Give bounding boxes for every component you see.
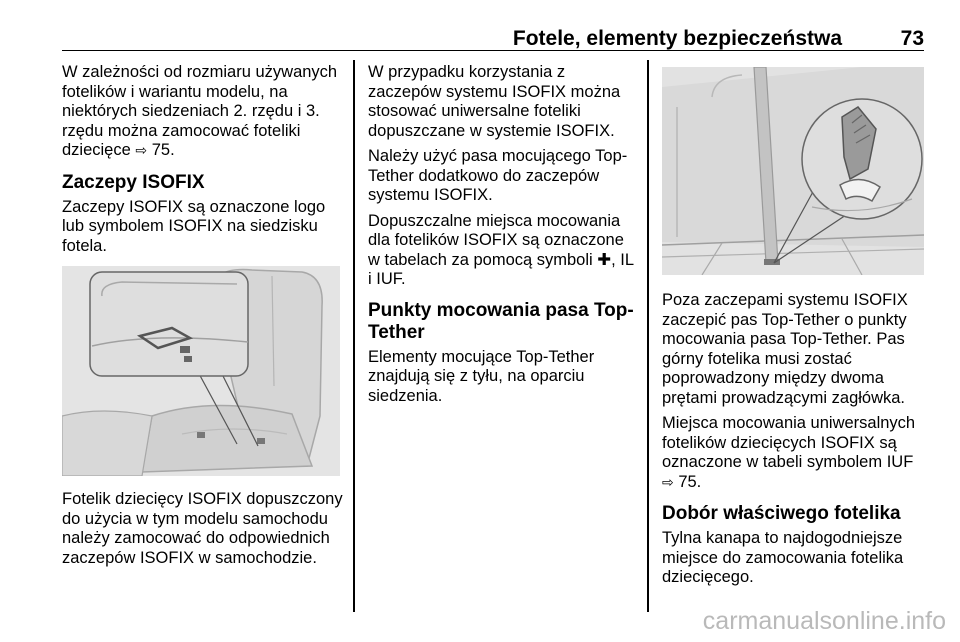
plus-symbol-icon: ✚: [597, 250, 612, 269]
isofix-paragraph: Zaczepy ISOFIX są oznaczone logo lub symbolem ISOFIX na siedzisku fotela.: [62, 197, 326, 255]
top-tether-paragraph: Należy użyć pasa mocującego Top-Tether dodatkowo do zaczepów systemu ISOFIX.: [368, 147, 628, 204]
page-reference-arrow-icon: ⇨: [662, 474, 674, 491]
column-middle: [368, 63, 638, 412]
universal-seats-paragraph: W przypadku korzystania z zaczepów systemu ISOFIX można stosować uniwersalne foteliki dopuszczane w systemie ISOFIX.: [368, 63, 621, 140]
column-divider: [353, 60, 355, 612]
figure-caption: Fotelik dziecięcy ISOFIX dopuszczony do użycia w tym modelu samochodu należy zamocować do odpowiednich zaczepów ISOFIX w samochodzie.: [62, 490, 343, 567]
watermark: carmanualsonline.info: [702, 607, 946, 635]
top-tether-location-paragraph: Elementy mocujące Top-Tether znajdują się z tyłu, na oparciu siedzenia.: [368, 347, 595, 405]
isofix-seat-illustration: [62, 266, 340, 476]
section-heading-isofix: Zaczepy ISOFIX: [62, 171, 205, 193]
mounting-positions-paragraph: Dopuszczalne miejsca mocowania dla fotelików ISOFIX są oznaczone w tabelach za pomocą symboli ✚, IL i IUF.: [368, 211, 634, 288]
intro-paragraph: W zależności od rozmiaru używanych fotelików i wariantu modelu, na niektórych siedzeniach 2. rzędu i 3. rzędu można zamocować foteliki dziecięce ⇨ 75.: [62, 63, 338, 159]
page-reference-arrow-icon: ⇨: [135, 143, 148, 159]
iuf-paragraph: Miejsca mocowania uniwersalnych fotelików dziecięcych ISOFIX są oznaczone w tabeli symbolem IUF ⇨ 75.: [662, 414, 916, 491]
page-title: Fotele, elementy bezpieczeństwa: [512, 27, 842, 50]
tether-routing-paragraph: Poza zaczepami systemu ISOFIX zaczepić pas Top-Tether o punkty mocowania pasa Top-Tether. Pas górny fotelika musi zostać poprowadzony między dwoma prętami prowadzącymi zagłówka.: [662, 291, 908, 407]
page-reference-link[interactable]: 75.: [678, 472, 702, 491]
section-heading-seat-selection: Dobór właściwego fotelika: [662, 503, 901, 524]
column-right: [662, 67, 926, 594]
top-tether-illustration: [662, 67, 924, 275]
rear-bench-paragraph: Tylna kanapa to najdogodniejsze miejsce do zamocowania fotelika dziecięcego.: [662, 529, 904, 586]
page-number: 73: [900, 27, 924, 50]
page-reference-link[interactable]: 75.: [151, 141, 175, 159]
section-heading-top-tether: Punkty mocowania pasa Top-Tether: [368, 299, 634, 343]
column-divider: [647, 60, 649, 612]
column-left: [62, 63, 345, 574]
page-header: [62, 0, 924, 51]
